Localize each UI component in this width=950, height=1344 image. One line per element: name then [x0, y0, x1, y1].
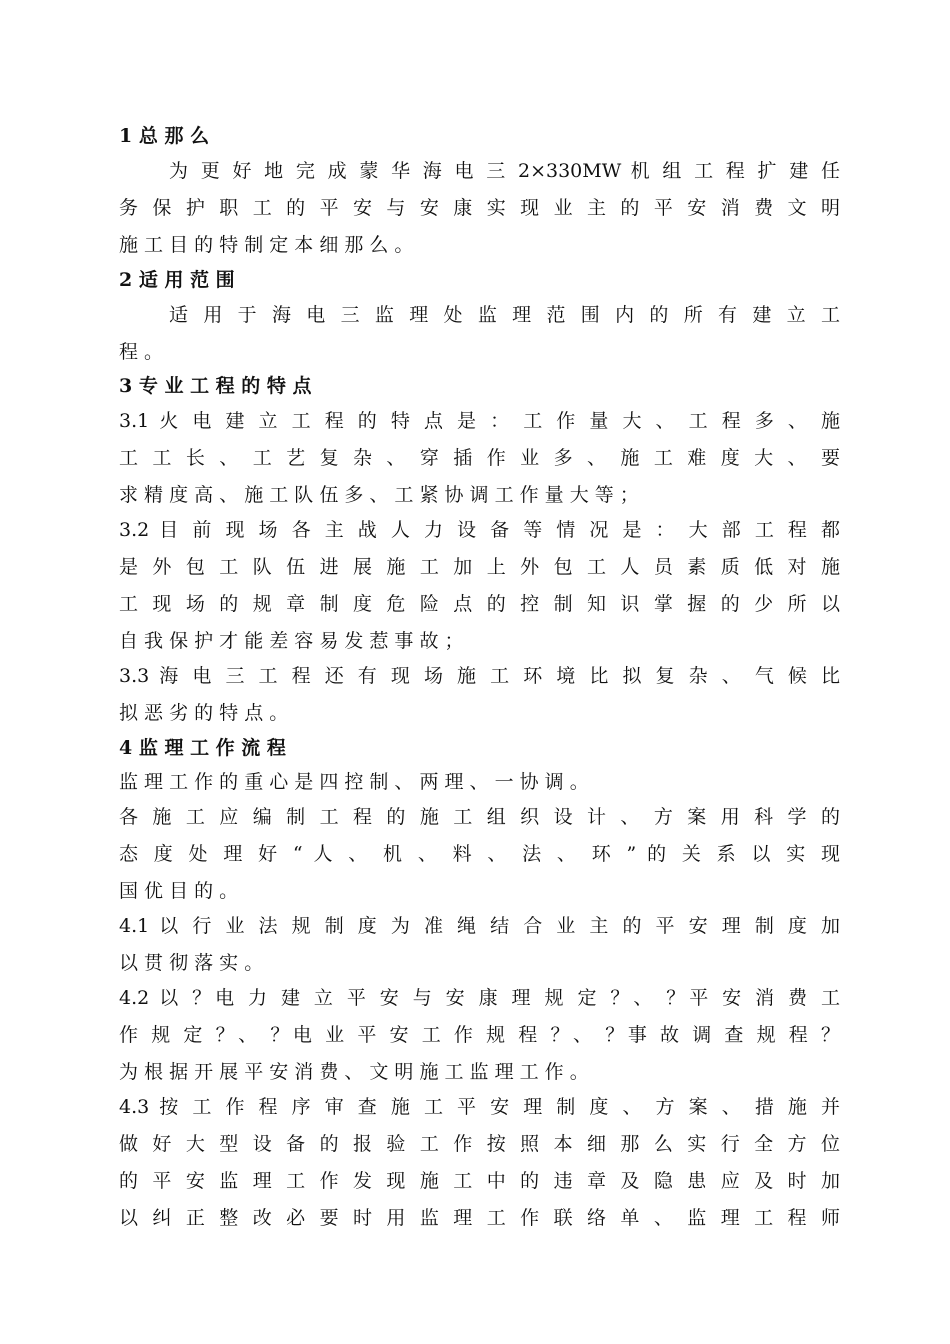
paragraph-line: 施 工 目 的 特 制 定 本 细 那 么 。: [119, 234, 414, 256]
paragraph-line: 自 我 保 护 才 能 差 容 易 发 惹 事 故 ；: [119, 630, 464, 652]
heading-general: 1 总 那 么: [119, 125, 210, 147]
paragraph-line: 4.1 以 行 业 法 规 制 度 为 准 绳 结 合 业 主 的 平 安 理 制 度 加: [119, 915, 840, 937]
paragraph-line: 做 好 大 型 设 备 的 报 验 工 作 按 照 本 细 那 么 实 行 全 方 位: [119, 1133, 840, 1155]
heading-features: 3 专 业 工 程 的 特 点: [119, 375, 312, 397]
paragraph-line: 工 工 长 、 工 艺 复 杂 、 穿 插 作 业 多 、 施 工 难 度 大 、 要: [119, 447, 840, 469]
paragraph-line: 3.1 火 电 建 立 工 程 的 特 点 是 ： 工 作 量 大 、 工 程 多 、 施: [119, 410, 840, 432]
paragraph-line: 各 施 工 应 编 制 工 程 的 施 工 组 织 设 计 、 方 案 用 科 学 的: [119, 806, 840, 828]
paragraph-line: 为 更 好 地 完 成 蒙 华 海 电 三 2×330MW 机 组 工 程 扩 建 任: [169, 160, 840, 182]
paragraph-line: 作 规 定 ？、 ？电 业 平 安 工 作 规 程 ？、 ？事 故 调 查 规 程 ？: [119, 1024, 840, 1046]
paragraph-line: 为 根 据 开 展 平 安 消 费 、 文 明 施 工 监 理 工 作 。: [119, 1061, 589, 1083]
heading-scope: 2 适 用 范 围: [119, 269, 235, 291]
paragraph-line: 4.3 按 工 作 程 序 审 查 施 工 平 安 理 制 度 、 方 案 、 措 施 并: [119, 1096, 840, 1118]
paragraph-line: 以 纠 正 整 改 必 要 时 用 监 理 工 作 联 络 单 、 监 理 工 程 师: [119, 1207, 840, 1229]
paragraph-line: 国 优 目 的 。: [119, 880, 239, 902]
paragraph-line: 3.3 海 电 三 工 程 还 有 现 场 施 工 环 境 比 拟 复 杂 、 气 候 比: [119, 665, 840, 687]
paragraph-line: 以 贯 彻 落 实 。: [119, 952, 264, 974]
paragraph-line: 工 现 场 的 规 章 制 度 危 险 点 的 控 制 知 识 掌 握 的 少 所 以: [119, 593, 840, 615]
paragraph-line: 适 用 于 海 电 三 监 理 处 监 理 范 围 内 的 所 有 建 立 工: [169, 304, 840, 326]
paragraph-line: 务 保 护 职 工 的 平 安 与 安 康 实 现 业 主 的 平 安 消 费 文 明: [119, 197, 840, 219]
paragraph-line: 的 平 安 监 理 工 作 发 现 施 工 中 的 违 章 及 隐 患 应 及 时 加: [119, 1170, 840, 1192]
paragraph-line: 拟 恶 劣 的 特 点 。: [119, 702, 289, 724]
paragraph-line: 态 度 处 理 好 “ 人 、 机 、 料 、 法 、 环 ” 的 关 系 以 实 现: [119, 843, 840, 865]
paragraph-line: 是 外 包 工 队 伍 进 展 施 工 加 上 外 包 工 人 员 素 质 低 对 施: [119, 556, 840, 578]
paragraph-line: 4.2 以 ？电 力 建 立 平 安 与 安 康 理 规 定 ？、 ？平 安 消 费 工: [119, 987, 840, 1009]
paragraph-line: 求 精 度 高 、 施 工 队 伍 多 、 工 紧 协 调 工 作 量 大 等 ；: [119, 484, 639, 506]
paragraph-line: 3.2 目 前 现 场 各 主 战 人 力 设 备 等 情 况 是 ： 大 部 工 程 都: [119, 519, 840, 541]
heading-workflow: 4 监 理 工 作 流 程: [119, 737, 286, 759]
paragraph-line: 监 理 工 作 的 重 心 是 四 控 制 、 两 理 、 一 协 调 。: [119, 771, 589, 793]
paragraph-line: 程 。: [119, 341, 164, 363]
